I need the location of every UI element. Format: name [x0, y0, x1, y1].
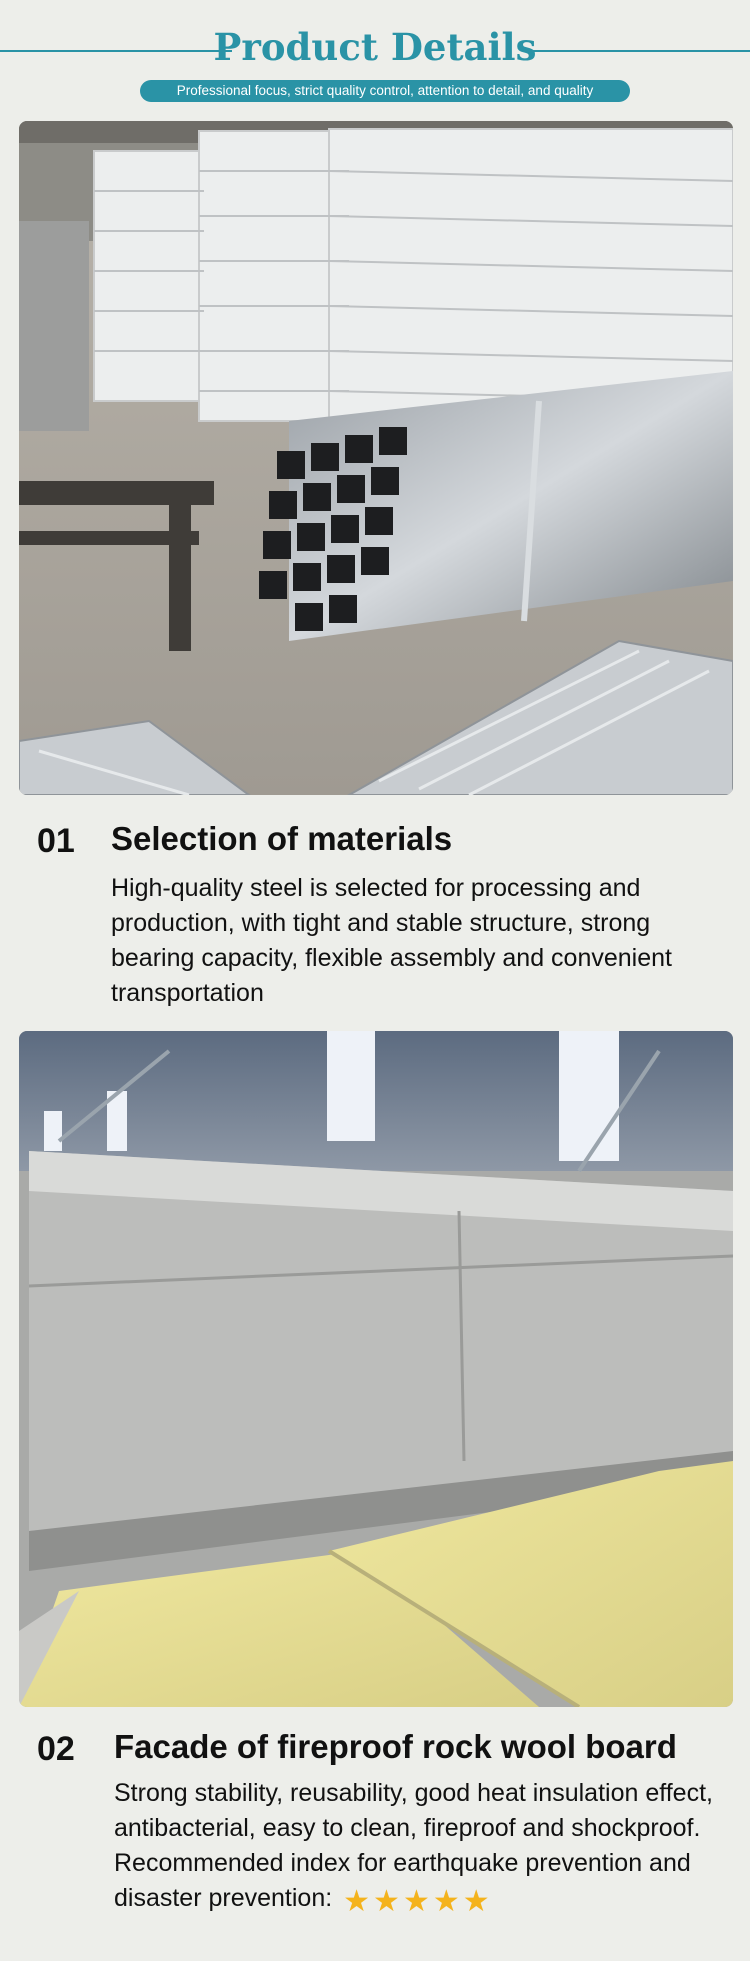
section-description [114, 1776, 734, 1921]
star-icon: ★ [432, 1885, 460, 1918]
rating-label: Recommended index for earthquake prevention and disaster prevention: [114, 1849, 691, 1912]
star-icon: ★ [373, 1885, 400, 1918]
section-number: 02 [37, 1730, 75, 1768]
star-icon: ★ [402, 1885, 430, 1918]
page-title: Product Details [213, 25, 537, 69]
page-subtitle-badge: Professional focus, strict quality control, attention to detail, and quality [140, 80, 630, 102]
rating-row [114, 1846, 734, 1921]
section-number: 01 [37, 822, 75, 860]
section-description: High-quality steel is selected for processing and production, with tight and stable structure, strong bearing capacity, flexible assembly and convenient transportation [111, 874, 672, 1007]
product-details-header [0, 0, 750, 110]
star-icon: ★ [343, 1885, 371, 1918]
rock-wool-facade-photo [19, 1031, 733, 1707]
section-heading: Selection of materials [111, 820, 453, 857]
section-description-text: Strong stability, reusability, good heat insulation effect, antibacterial, easy to clean, fireproof and shockproof. [114, 1779, 713, 1842]
star-icon: ★ [462, 1885, 490, 1918]
rating-stars [343, 1886, 493, 1921]
steel-tubes-photo [19, 121, 733, 795]
section-heading: Facade of fireproof rock wool board [114, 1728, 677, 1765]
